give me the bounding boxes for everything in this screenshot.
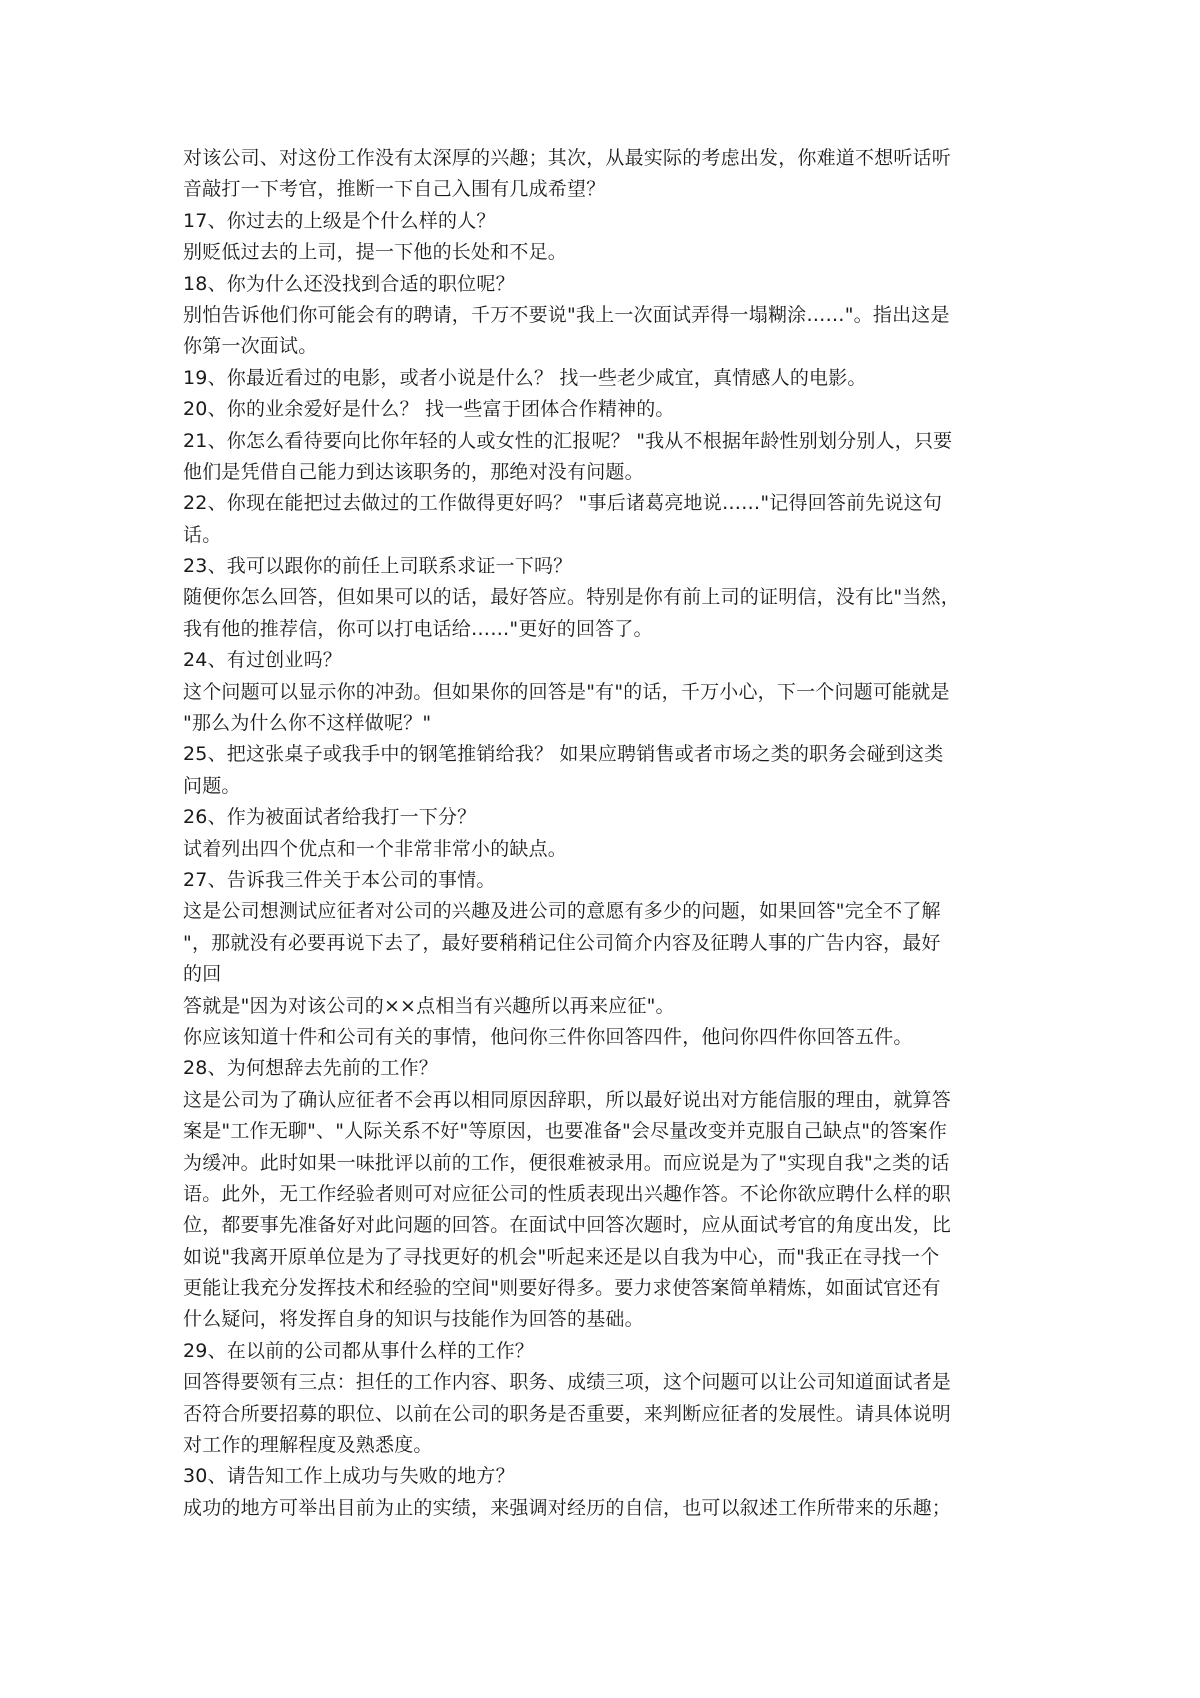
text-line: 如说"我离开原单位是为了寻找更好的机会"听起来还是以自我为中心，而"我正在寻找一个 bbox=[183, 1245, 940, 1268]
text-line: 否符合所要招募的职位、以前在公司的职务是否重要，来判断应征者的发展性。请具体说明 bbox=[183, 1402, 952, 1425]
text-line: 19、你最近看过的电影，或者小说是什么？ 找一些老少咸宜，真情感人的电影。 bbox=[183, 366, 867, 389]
text-line: 你应该知道十件和公司有关的事情，他问你三件你回答四件，他问你四件你回答五件。 bbox=[183, 1025, 913, 1048]
text-line: 26、作为被面试者给我打一下分？ bbox=[183, 806, 477, 829]
text-line: 话。 bbox=[183, 523, 222, 546]
text-line: 别怕告诉他们你可能会有的聘请，千万不要说"我上一次面试弄得一塌糊涂……"。指出这是 bbox=[183, 303, 950, 326]
text-line: 对该公司、对这份工作没有太深厚的兴趣；其次，从最实际的考虑出发，你难道不想听话听 bbox=[183, 147, 952, 169]
text-line: 什么疑问，将发挥自身的知识与技能作为回答的基础。 bbox=[183, 1308, 644, 1331]
text-line: 对工作的理解程度及熟悉度。 bbox=[183, 1434, 433, 1457]
text-line: 28、为何想辞去先前的工作？ bbox=[183, 1057, 438, 1080]
text-line: 这是公司为了确认应征者不会再以相同原因辞职，所以最好说出对方能信服的理由，就算答 bbox=[183, 1088, 952, 1111]
text-line: 问题。 bbox=[183, 774, 241, 797]
text-line: 17、你过去的上级是个什么样的人？ bbox=[183, 209, 496, 232]
text-line: 27、告诉我三件关于本公司的事情。 bbox=[183, 868, 496, 891]
text-line: 更能让我充分发挥技术和经验的空间"则要好得多。要力求使答案简单精炼，如面试官还有 bbox=[183, 1277, 941, 1300]
text-line: 回答得要领有三点：担任的工作内容、职务、成绩三项，这个问题可以让公司知道面试者是 bbox=[183, 1371, 952, 1394]
text-line: 24、有过创业吗？ bbox=[183, 649, 342, 672]
text-line: 22、你现在能把过去做过的工作做得更好吗？ "事后诸葛亮地说……"记得回答前先说这句 bbox=[183, 492, 943, 515]
text-line: 案是"工作无聊"、"人际关系不好"等原因，也要准备"会尽量改变并克服自己缺点"的答案作 bbox=[183, 1120, 948, 1143]
text-line: 的回 bbox=[183, 963, 222, 986]
text-line: 随便你怎么回答，但如果可以的话，最好答应。特别是你有前上司的证明信，没有比"当然， bbox=[183, 586, 960, 609]
text-line: 为缓冲。此时如果一味批评以前的工作，便很难被录用。而应说是为了"实现自我"之类的话 bbox=[183, 1151, 950, 1174]
text-line: 这个问题可以显示你的冲劲。但如果你的回答是"有"的话，千万小心，下一个问题可能就是 bbox=[183, 680, 950, 703]
text-line: 30、请告知工作上成功与失败的地方？ bbox=[183, 1465, 515, 1488]
text-line: 他们是凭借自己能力到达该职务的，那绝对没有问题。 bbox=[183, 460, 644, 483]
text-line: 语。此外，无工作经验者则可对应征公司的性质表现出兴趣作答。不论你欲应聘什么样的职 bbox=[183, 1182, 952, 1205]
text-line: 这是公司想测试应征者对公司的兴趣及进公司的意愿有多少的问题，如果回答"完全不了解 bbox=[183, 900, 941, 923]
text-line: 23、我可以跟你的前任上司联系求证一下吗？ bbox=[183, 555, 573, 578]
text-line: 答就是"因为对该公司的××点相当有兴趣所以再来应征"。 bbox=[183, 994, 675, 1017]
text-line: 29、在以前的公司都从事什么样的工作？ bbox=[183, 1339, 534, 1362]
text-line: 你第一次面试。 bbox=[183, 335, 318, 358]
text-line: 21、你怎么看待要向比你年轻的人或女性的汇报呢？ "我从不根据年龄性别划分别人，只要 bbox=[183, 429, 953, 452]
text-line: 试着列出四个优点和一个非常非常小的缺点。 bbox=[183, 837, 568, 860]
text-line: 别贬低过去的上司，提一下他的长处和不足。 bbox=[183, 241, 568, 264]
text-line: 位，都要事先准备好对此问题的回答。在面试中回答次题时，应从面试考官的角度出发，比 bbox=[183, 1214, 952, 1237]
text-line: 20、你的业余爱好是什么？ 找一些富于团体合作精神的。 bbox=[183, 398, 675, 421]
document-body bbox=[183, 143, 1025, 1524]
text-line: 18、你为什么还没找到合适的职位呢？ bbox=[183, 272, 515, 295]
text-line: 25、把这张桌子或我手中的钢笔推销给我？ 如果应聘销售或者市场之类的职务会碰到这类 bbox=[183, 743, 944, 766]
text-line: 音敲打一下考官，推断一下自己入围有几成希望？ bbox=[183, 178, 606, 201]
text-line: 成功的地方可举出目前为止的实绩，来强调对经历的自信，也可以叙述工作所带来的乐趣； bbox=[183, 1496, 952, 1519]
text-line: "那么为什么你不这样做呢？" bbox=[183, 712, 432, 735]
text-line: "，那就没有必要再说下去了，最好要稍稍记住公司简介内容及征聘人事的广告内容，最好 bbox=[183, 931, 941, 954]
text-line: 我有他的推荐信，你可以打电话给……"更好的回答了。 bbox=[183, 617, 653, 640]
